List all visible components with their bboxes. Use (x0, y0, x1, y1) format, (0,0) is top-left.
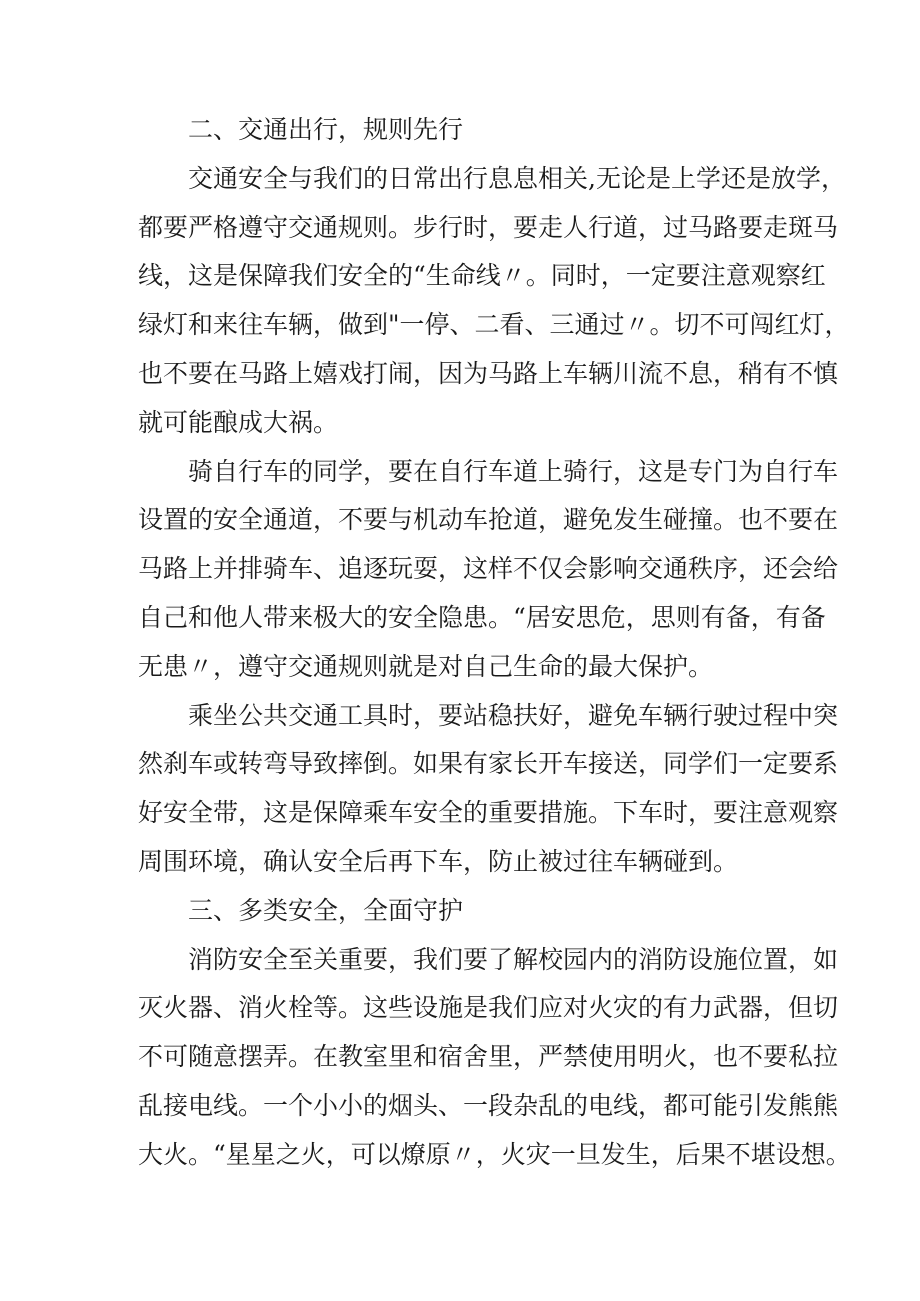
text-line: 无患〃，遵守交通规则就是对自己生命的最大保护。 (138, 651, 714, 681)
paragraph-traffic-cycling (138, 448, 839, 692)
text-line: 好安全带，这是保障乘车安全的重要措施。下车时，要注意观察 (138, 798, 839, 828)
text-line: 周围环境，确认安全后再下车，防止被过往车辆碰到。 (138, 846, 739, 876)
text-line: 然刹车或转弯导致摔倒。如果有家长开车接送，同学们一定要系 (138, 749, 839, 779)
text-line: 消防安全至关重要，我们要了解校园内的消防设施位置，如 (188, 944, 839, 974)
text-line: 设置的安全通道，不要与机动车抢道，避免发生碰撞。也不要在 (138, 505, 839, 535)
text-line: 都要严格遵守交通规则。步行时，要走人行道，过马路要走斑马 (138, 212, 839, 242)
section-heading-traffic: 二、交通出行，规则先行 (188, 115, 464, 144)
paragraph-traffic-walking (138, 155, 850, 448)
text-line: 也不要在马路上嬉戏打闹，因为马路上车辆川流不息，稍有不慎 (138, 358, 839, 388)
document-body (138, 106, 851, 1180)
paragraph-traffic-public-transport (138, 692, 839, 887)
text-line: 绿灯和来往车辆，做到"一停、二看、三通过〃。切不可闯红灯， (138, 310, 850, 340)
text-line: 乱接电线。一个小小的烟头、一段杂乱的电线，都可能引发熊熊 (138, 1090, 839, 1120)
text-line: 大火。“星星之火，可以燎原〃，火灾一旦发生，后果不堪设想。 (138, 1139, 851, 1169)
text-line: 交通安全与我们的日常出行息息相关,无论是上学还是放学， (188, 163, 846, 193)
section-heading-safety: 三、多类安全，全面守护 (188, 895, 464, 925)
text-line: 不可随意摆弄。在教室里和宿舍里，严禁使用明火，也不要私拉 (138, 1042, 839, 1072)
text-line: 乘坐公共交通工具时，要站稳扶好，避免车辆行驶过程中突 (188, 700, 839, 730)
text-line: 灭火器、消火栓等。这些设施是我们应对火灾的有力武器，但切 (138, 993, 839, 1023)
text-line: 线，这是保障我们安全的“生命线〃。同时，一定要注意观察红 (138, 261, 826, 291)
text-line: 就可能酿成大祸。 (138, 407, 339, 437)
text-line: 骑自行车的同学，要在自行车道上骑行，这是专门为自行车 (188, 456, 839, 486)
paragraph-fire-safety (138, 936, 851, 1180)
text-line: 自己和他人带来极大的安全隐患。“居安思危，思则有备，有备 (138, 602, 826, 632)
text-line: 马路上并排骑车、追逐玩耍，这样不仅会影响交通秩序，还会给 (138, 554, 839, 584)
